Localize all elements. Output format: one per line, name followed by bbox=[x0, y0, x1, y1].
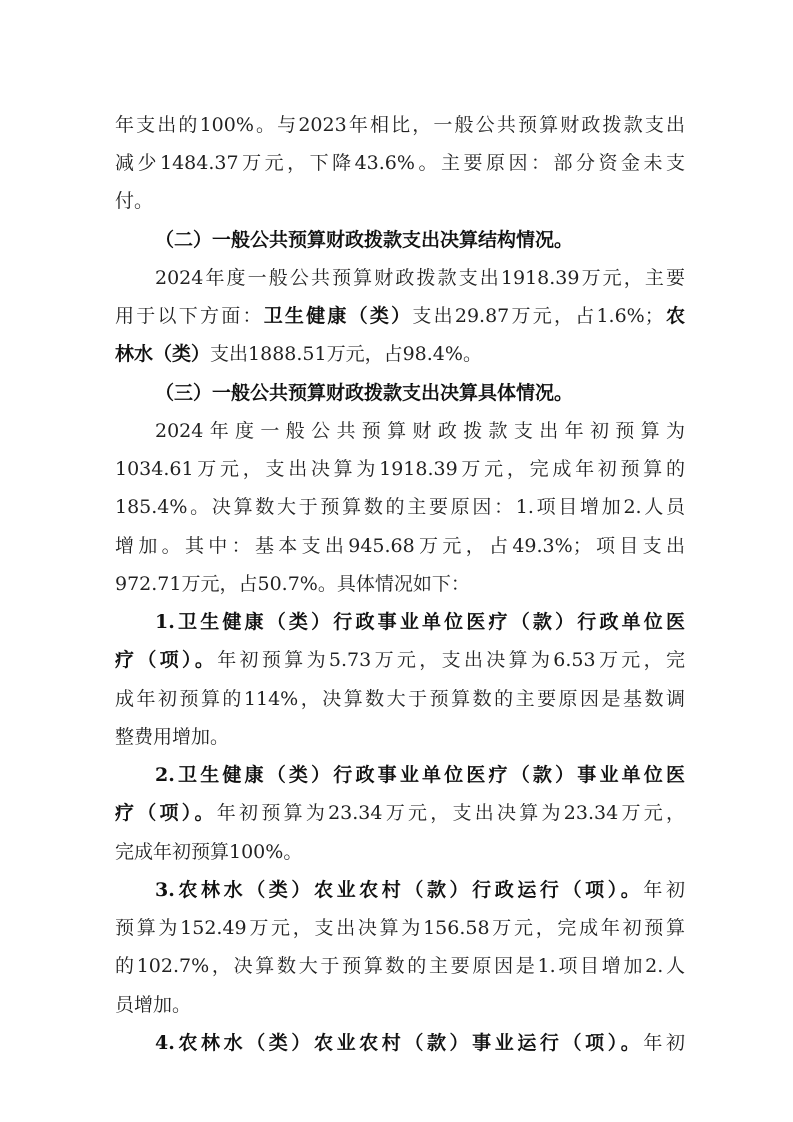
body-text: 972.71万元，占50.7%。具体情况如下： bbox=[115, 573, 470, 595]
bold-text: 农 bbox=[663, 305, 685, 327]
text-line bbox=[115, 801, 685, 825]
section-heading bbox=[155, 228, 685, 252]
body-text: 支出1888.51万元，占98.4%。 bbox=[210, 343, 482, 365]
body-text: 年支出的100%。与2023年相比，一般公共预算财政拨款支出 bbox=[115, 114, 685, 136]
text-line bbox=[115, 189, 685, 213]
item-heading bbox=[155, 610, 685, 634]
text-line bbox=[115, 113, 685, 137]
item-heading bbox=[155, 763, 685, 787]
bold-text: 林水（类） bbox=[115, 343, 211, 365]
text-line bbox=[115, 342, 685, 366]
body-text: 年初 bbox=[643, 879, 685, 901]
body-text: 付。 bbox=[115, 190, 154, 212]
body-text: 年初预算为23.34万元，支出决算为23.34万元， bbox=[216, 802, 685, 824]
bold-text: 疗（项）。 bbox=[115, 649, 218, 671]
bold-text: 卫生健康（类） bbox=[263, 305, 413, 327]
body-text: 支出29.87万元，占1.6%； bbox=[412, 305, 664, 327]
text-line bbox=[115, 304, 685, 328]
body-text: 成年初预算的114%，决算数大于预算数的主要原因是基数调 bbox=[115, 688, 685, 710]
bold-text: （二）一般公共预算财政拨款支出决算结构情况。 bbox=[155, 229, 574, 251]
bold-text: 4.农林水（类）农业农村（款）事业运行（项）。 bbox=[155, 1032, 644, 1054]
section-heading bbox=[155, 381, 685, 405]
text-line bbox=[115, 495, 685, 519]
body-text: 2024年度一般公共预算财政拨款支出1918.39万元，主要 bbox=[155, 267, 685, 289]
text-line bbox=[115, 840, 685, 864]
text-line bbox=[115, 725, 685, 749]
text-line bbox=[115, 572, 685, 596]
bold-text: （三）一般公共预算财政拨款支出决算具体情况。 bbox=[155, 382, 574, 404]
text-line bbox=[115, 534, 685, 558]
body-text: 整费用增加。 bbox=[115, 726, 230, 748]
bold-text: 疗（项）。 bbox=[115, 802, 217, 824]
item-heading bbox=[155, 878, 685, 902]
text-line bbox=[155, 419, 685, 443]
text-line bbox=[115, 993, 685, 1017]
text-line bbox=[115, 954, 685, 978]
item-heading bbox=[155, 1031, 685, 1055]
body-text: 185.4%。决算数大于预算数的主要原因：1.项目增加2.人员 bbox=[115, 496, 685, 518]
text-line bbox=[115, 916, 685, 940]
body-text: 年初 bbox=[643, 1032, 685, 1054]
text-line bbox=[115, 687, 685, 711]
body-text: 用于以下方面： bbox=[115, 305, 264, 327]
text-line bbox=[155, 266, 685, 290]
body-text: 完成年初预算100%。 bbox=[115, 841, 303, 863]
body-text: 1034.61万元，支出决算为1918.39万元，完成年初预算的 bbox=[115, 458, 685, 480]
body-text: 增加。其中：基本支出945.68万元，占49.3%；项目支出 bbox=[115, 535, 685, 557]
body-text: 年初预算为5.73万元，支出决算为6.53万元，完 bbox=[217, 649, 685, 671]
body-text: 员增加。 bbox=[115, 994, 192, 1016]
bold-text: 3.农林水（类）农业农村（款）行政运行（项）。 bbox=[155, 879, 644, 901]
body-text: 减少1484.37万元，下降43.6%。主要原因：部分资金未支 bbox=[115, 152, 685, 174]
bold-text: 2.卫生健康（类）行政事业单位医疗（款）事业单位医 bbox=[155, 764, 685, 786]
body-text: 2024年度一般公共预算财政拨款支出年初预算为 bbox=[155, 420, 685, 442]
text-line bbox=[115, 648, 685, 672]
body-text: 的102.7%，决算数大于预算数的主要原因是1.项目增加2.人 bbox=[115, 955, 685, 977]
bold-text: 1.卫生健康（类）行政事业单位医疗（款）行政单位医 bbox=[155, 611, 685, 633]
text-line bbox=[115, 151, 685, 175]
text-line bbox=[115, 457, 685, 481]
body-text: 预算为152.49万元，支出决算为156.58万元，完成年初预算 bbox=[115, 917, 685, 939]
